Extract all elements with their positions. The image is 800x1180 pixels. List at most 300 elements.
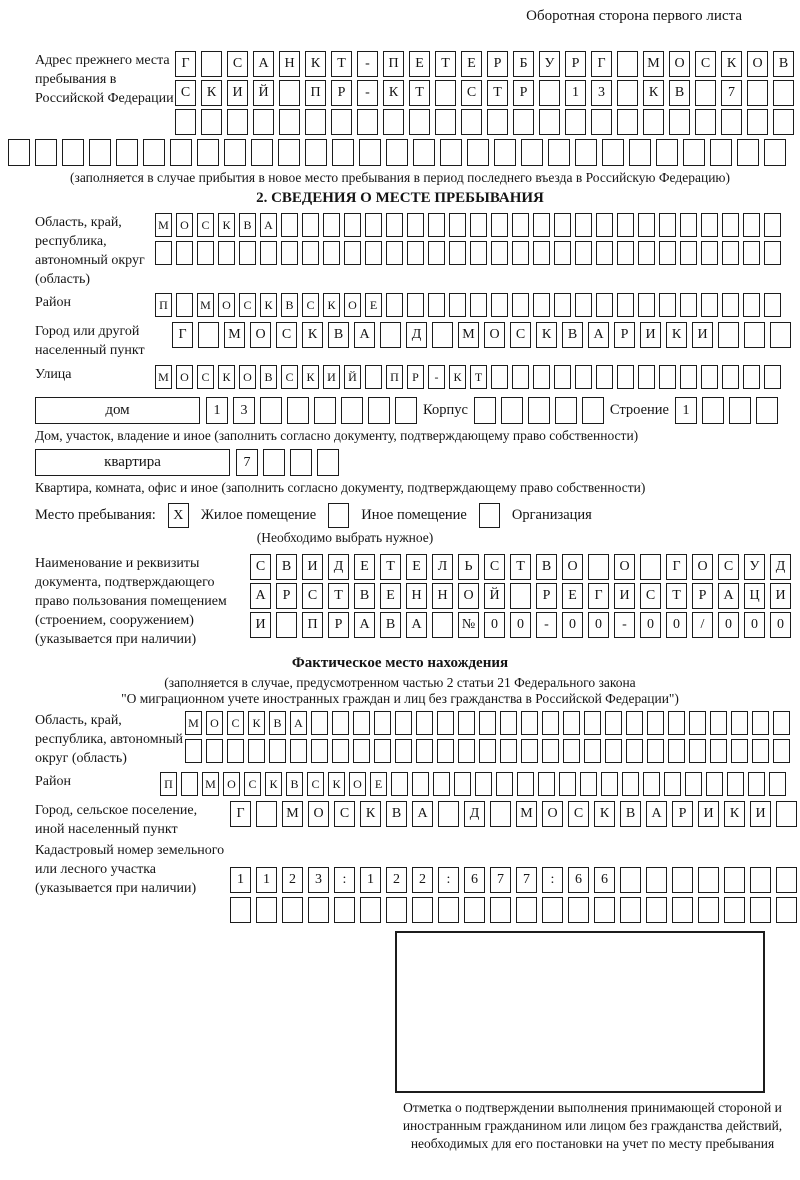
char-cell[interactable]: И bbox=[323, 365, 340, 389]
char-cell[interactable] bbox=[35, 139, 57, 166]
char-cell[interactable] bbox=[773, 80, 794, 106]
char-cell[interactable]: С bbox=[718, 554, 739, 580]
char-cell[interactable]: Г bbox=[175, 51, 196, 77]
char-cell[interactable] bbox=[565, 109, 586, 135]
char-cell[interactable]: Г bbox=[588, 583, 609, 609]
char-cell[interactable]: В bbox=[239, 213, 256, 237]
char-cell[interactable] bbox=[311, 711, 328, 735]
char-cell[interactable] bbox=[533, 213, 550, 237]
char-cell[interactable]: С bbox=[307, 772, 324, 796]
char-cell[interactable]: К bbox=[643, 80, 664, 106]
char-cell[interactable] bbox=[646, 897, 667, 923]
char-cell[interactable]: М bbox=[155, 365, 172, 389]
char-cell[interactable] bbox=[620, 897, 641, 923]
char-cell[interactable] bbox=[201, 51, 222, 77]
char-cell[interactable]: К bbox=[536, 322, 557, 348]
char-cell[interactable] bbox=[227, 739, 244, 763]
char-cell[interactable]: О bbox=[349, 772, 366, 796]
char-cell[interactable]: У bbox=[539, 51, 560, 77]
char-cell[interactable] bbox=[491, 365, 508, 389]
char-cell[interactable]: А bbox=[260, 213, 277, 237]
char-cell[interactable] bbox=[718, 322, 739, 348]
char-cell[interactable] bbox=[512, 365, 529, 389]
char-cell[interactable] bbox=[542, 897, 563, 923]
char-cell[interactable] bbox=[659, 293, 676, 317]
char-cell[interactable]: Р bbox=[536, 583, 557, 609]
char-cell[interactable] bbox=[701, 293, 718, 317]
char-cell[interactable]: Л bbox=[432, 554, 453, 580]
char-cell[interactable] bbox=[617, 213, 634, 237]
char-cell[interactable] bbox=[305, 139, 327, 166]
char-cell[interactable] bbox=[605, 739, 622, 763]
char-cell[interactable] bbox=[680, 213, 697, 237]
char-cell[interactable] bbox=[568, 897, 589, 923]
char-cell[interactable]: О bbox=[692, 554, 713, 580]
char-cell[interactable] bbox=[260, 241, 277, 265]
char-cell[interactable] bbox=[773, 711, 790, 735]
char-cell[interactable] bbox=[638, 241, 655, 265]
checkbox-inoe[interactable] bbox=[328, 503, 349, 528]
char-cell[interactable]: К bbox=[360, 801, 381, 827]
char-cell[interactable] bbox=[368, 397, 390, 424]
char-cell[interactable]: 0 bbox=[588, 612, 609, 638]
char-cell[interactable] bbox=[407, 241, 424, 265]
char-cell[interactable] bbox=[638, 293, 655, 317]
char-cell[interactable] bbox=[449, 293, 466, 317]
char-cell[interactable]: 0 bbox=[770, 612, 791, 638]
char-cell[interactable] bbox=[170, 139, 192, 166]
char-cell[interactable]: А bbox=[406, 612, 427, 638]
char-cell[interactable] bbox=[432, 322, 453, 348]
char-cell[interactable] bbox=[659, 365, 676, 389]
char-cell[interactable]: 0 bbox=[666, 612, 687, 638]
char-cell[interactable] bbox=[323, 213, 340, 237]
char-cell[interactable] bbox=[743, 241, 760, 265]
char-cell[interactable]: 3 bbox=[233, 397, 255, 424]
char-cell[interactable]: Е bbox=[406, 554, 427, 580]
char-cell[interactable] bbox=[517, 772, 534, 796]
char-cell[interactable] bbox=[724, 867, 745, 893]
char-cell[interactable] bbox=[588, 554, 609, 580]
char-cell[interactable] bbox=[617, 365, 634, 389]
char-cell[interactable]: В bbox=[620, 801, 641, 827]
char-cell[interactable] bbox=[491, 241, 508, 265]
char-cell[interactable] bbox=[412, 897, 433, 923]
char-cell[interactable]: Р bbox=[692, 583, 713, 609]
char-cell[interactable] bbox=[554, 213, 571, 237]
char-cell[interactable]: Г bbox=[591, 51, 612, 77]
char-cell[interactable] bbox=[89, 139, 111, 166]
char-cell[interactable]: О bbox=[223, 772, 240, 796]
char-cell[interactable] bbox=[302, 241, 319, 265]
char-cell[interactable]: М bbox=[202, 772, 219, 796]
char-cell[interactable] bbox=[513, 109, 534, 135]
char-cell[interactable]: Р bbox=[614, 322, 635, 348]
char-cell[interactable]: К bbox=[721, 51, 742, 77]
char-cell[interactable]: А bbox=[354, 612, 375, 638]
char-cell[interactable] bbox=[638, 213, 655, 237]
char-cell[interactable]: : bbox=[542, 867, 563, 893]
char-cell[interactable] bbox=[332, 711, 349, 735]
char-cell[interactable]: 1 bbox=[206, 397, 228, 424]
char-cell[interactable]: П bbox=[305, 80, 326, 106]
char-cell[interactable] bbox=[256, 897, 277, 923]
char-cell[interactable] bbox=[722, 293, 739, 317]
char-cell[interactable] bbox=[500, 711, 517, 735]
char-cell[interactable]: 2 bbox=[412, 867, 433, 893]
char-cell[interactable] bbox=[575, 293, 592, 317]
char-cell[interactable]: Р bbox=[328, 612, 349, 638]
char-cell[interactable] bbox=[458, 739, 475, 763]
char-cell[interactable]: С bbox=[640, 583, 661, 609]
char-cell[interactable] bbox=[437, 711, 454, 735]
char-cell[interactable] bbox=[555, 397, 577, 424]
char-cell[interactable] bbox=[461, 109, 482, 135]
char-cell[interactable]: В bbox=[380, 612, 401, 638]
char-cell[interactable]: М bbox=[185, 711, 202, 735]
char-cell[interactable]: Н bbox=[406, 583, 427, 609]
char-cell[interactable] bbox=[279, 80, 300, 106]
char-cell[interactable]: П bbox=[160, 772, 177, 796]
char-cell[interactable]: С bbox=[461, 80, 482, 106]
char-cell[interactable] bbox=[386, 139, 408, 166]
char-cell[interactable] bbox=[647, 711, 664, 735]
char-cell[interactable] bbox=[416, 711, 433, 735]
char-cell[interactable]: Д bbox=[464, 801, 485, 827]
char-cell[interactable]: 0 bbox=[718, 612, 739, 638]
char-cell[interactable]: Д bbox=[406, 322, 427, 348]
char-cell[interactable] bbox=[440, 139, 462, 166]
char-cell[interactable]: О bbox=[250, 322, 271, 348]
checkbox-org[interactable] bbox=[479, 503, 500, 528]
char-cell[interactable] bbox=[353, 739, 370, 763]
char-cell[interactable]: В bbox=[281, 293, 298, 317]
char-cell[interactable]: 7 bbox=[721, 80, 742, 106]
char-cell[interactable] bbox=[659, 213, 676, 237]
char-cell[interactable]: Р bbox=[407, 365, 424, 389]
char-cell[interactable]: 6 bbox=[594, 867, 615, 893]
char-cell[interactable] bbox=[437, 739, 454, 763]
char-cell[interactable]: П bbox=[383, 51, 404, 77]
char-cell[interactable]: С bbox=[281, 365, 298, 389]
char-cell[interactable] bbox=[357, 109, 378, 135]
char-cell[interactable] bbox=[622, 772, 639, 796]
char-cell[interactable] bbox=[689, 739, 706, 763]
char-cell[interactable] bbox=[698, 867, 719, 893]
char-cell[interactable]: И bbox=[614, 583, 635, 609]
char-cell[interactable] bbox=[308, 897, 329, 923]
char-cell[interactable] bbox=[407, 213, 424, 237]
char-cell[interactable]: К bbox=[260, 293, 277, 317]
char-cell[interactable]: Т bbox=[470, 365, 487, 389]
char-cell[interactable]: Г bbox=[172, 322, 193, 348]
char-cell[interactable] bbox=[279, 109, 300, 135]
char-cell[interactable] bbox=[490, 897, 511, 923]
char-cell[interactable] bbox=[695, 109, 716, 135]
char-cell[interactable] bbox=[640, 554, 661, 580]
char-cell[interactable]: К bbox=[201, 80, 222, 106]
char-cell[interactable]: - bbox=[357, 51, 378, 77]
char-cell[interactable]: Т bbox=[435, 51, 456, 77]
char-cell[interactable] bbox=[669, 109, 690, 135]
char-cell[interactable] bbox=[276, 612, 297, 638]
char-cell[interactable]: И bbox=[302, 554, 323, 580]
char-cell[interactable]: К bbox=[383, 80, 404, 106]
char-cell[interactable] bbox=[752, 739, 769, 763]
char-cell[interactable] bbox=[596, 293, 613, 317]
char-cell[interactable]: Р bbox=[331, 80, 352, 106]
char-cell[interactable] bbox=[263, 449, 285, 476]
char-cell[interactable] bbox=[617, 80, 638, 106]
char-cell[interactable]: С bbox=[244, 772, 261, 796]
char-cell[interactable] bbox=[374, 711, 391, 735]
char-cell[interactable]: 0 bbox=[744, 612, 765, 638]
char-cell[interactable]: В bbox=[286, 772, 303, 796]
char-cell[interactable] bbox=[776, 867, 797, 893]
char-cell[interactable] bbox=[584, 739, 601, 763]
char-cell[interactable]: Т bbox=[331, 51, 352, 77]
char-cell[interactable]: Е bbox=[370, 772, 387, 796]
char-cell[interactable] bbox=[479, 739, 496, 763]
char-cell[interactable]: Р bbox=[487, 51, 508, 77]
char-cell[interactable]: К bbox=[594, 801, 615, 827]
char-cell[interactable]: В bbox=[773, 51, 794, 77]
char-cell[interactable]: С bbox=[227, 51, 248, 77]
char-cell[interactable] bbox=[62, 139, 84, 166]
char-cell[interactable] bbox=[602, 139, 624, 166]
char-cell[interactable]: Н bbox=[279, 51, 300, 77]
char-cell[interactable] bbox=[395, 739, 412, 763]
char-cell[interactable]: - bbox=[357, 80, 378, 106]
char-cell[interactable] bbox=[744, 322, 765, 348]
char-cell[interactable] bbox=[542, 711, 559, 735]
char-cell[interactable] bbox=[743, 213, 760, 237]
char-cell[interactable]: В bbox=[328, 322, 349, 348]
char-cell[interactable] bbox=[563, 739, 580, 763]
char-cell[interactable] bbox=[629, 139, 651, 166]
char-cell[interactable] bbox=[701, 365, 718, 389]
char-cell[interactable] bbox=[248, 739, 265, 763]
char-cell[interactable]: О bbox=[176, 213, 193, 237]
char-cell[interactable] bbox=[685, 772, 702, 796]
char-cell[interactable] bbox=[776, 801, 797, 827]
char-cell[interactable] bbox=[710, 739, 727, 763]
char-cell[interactable]: А bbox=[290, 711, 307, 735]
char-cell[interactable] bbox=[487, 109, 508, 135]
char-cell[interactable] bbox=[596, 365, 613, 389]
char-cell[interactable]: М bbox=[282, 801, 303, 827]
char-cell[interactable] bbox=[490, 801, 511, 827]
char-cell[interactable] bbox=[647, 739, 664, 763]
char-cell[interactable] bbox=[724, 897, 745, 923]
char-cell[interactable] bbox=[227, 109, 248, 135]
char-cell[interactable]: С bbox=[695, 51, 716, 77]
char-cell[interactable]: К bbox=[666, 322, 687, 348]
char-cell[interactable]: П bbox=[155, 293, 172, 317]
char-cell[interactable]: / bbox=[692, 612, 713, 638]
char-cell[interactable]: В bbox=[536, 554, 557, 580]
char-cell[interactable]: И bbox=[640, 322, 661, 348]
char-cell[interactable] bbox=[496, 772, 513, 796]
char-cell[interactable]: О bbox=[344, 293, 361, 317]
char-cell[interactable] bbox=[575, 213, 592, 237]
char-cell[interactable] bbox=[290, 449, 312, 476]
char-cell[interactable] bbox=[224, 139, 246, 166]
char-cell[interactable] bbox=[198, 322, 219, 348]
char-cell[interactable]: П bbox=[302, 612, 323, 638]
char-cell[interactable]: С bbox=[239, 293, 256, 317]
char-cell[interactable] bbox=[314, 397, 336, 424]
char-cell[interactable] bbox=[770, 322, 791, 348]
char-cell[interactable]: Т bbox=[328, 583, 349, 609]
char-cell[interactable] bbox=[601, 772, 618, 796]
char-cell[interactable]: А bbox=[646, 801, 667, 827]
char-cell[interactable]: Й bbox=[344, 365, 361, 389]
char-cell[interactable]: 7 bbox=[236, 449, 258, 476]
char-cell[interactable]: 3 bbox=[591, 80, 612, 106]
char-cell[interactable] bbox=[521, 139, 543, 166]
char-cell[interactable]: И bbox=[698, 801, 719, 827]
char-cell[interactable] bbox=[386, 241, 403, 265]
char-cell[interactable] bbox=[278, 139, 300, 166]
char-cell[interactable] bbox=[428, 293, 445, 317]
char-cell[interactable]: : bbox=[334, 867, 355, 893]
char-cell[interactable] bbox=[474, 397, 496, 424]
char-cell[interactable]: С bbox=[250, 554, 271, 580]
char-cell[interactable] bbox=[365, 241, 382, 265]
char-cell[interactable]: С bbox=[302, 293, 319, 317]
char-cell[interactable]: И bbox=[750, 801, 771, 827]
char-cell[interactable] bbox=[554, 365, 571, 389]
char-cell[interactable] bbox=[721, 109, 742, 135]
char-cell[interactable]: О bbox=[206, 711, 223, 735]
char-cell[interactable] bbox=[374, 739, 391, 763]
char-cell[interactable] bbox=[533, 365, 550, 389]
char-cell[interactable] bbox=[680, 365, 697, 389]
char-cell[interactable]: С bbox=[334, 801, 355, 827]
char-cell[interactable]: 7 bbox=[516, 867, 537, 893]
char-cell[interactable]: О bbox=[484, 322, 505, 348]
char-cell[interactable] bbox=[729, 397, 751, 424]
char-cell[interactable]: А bbox=[718, 583, 739, 609]
char-cell[interactable]: С bbox=[510, 322, 531, 348]
char-cell[interactable] bbox=[467, 139, 489, 166]
char-cell[interactable] bbox=[773, 109, 794, 135]
char-cell[interactable]: Г bbox=[666, 554, 687, 580]
char-cell[interactable] bbox=[449, 241, 466, 265]
char-cell[interactable] bbox=[510, 583, 531, 609]
char-cell[interactable] bbox=[643, 772, 660, 796]
char-cell[interactable] bbox=[643, 109, 664, 135]
char-cell[interactable] bbox=[752, 711, 769, 735]
char-cell[interactable] bbox=[559, 772, 576, 796]
char-cell[interactable]: Е bbox=[461, 51, 482, 77]
char-cell[interactable] bbox=[416, 739, 433, 763]
char-cell[interactable] bbox=[737, 139, 759, 166]
char-cell[interactable] bbox=[458, 711, 475, 735]
char-cell[interactable]: И bbox=[770, 583, 791, 609]
char-cell[interactable] bbox=[664, 772, 681, 796]
char-cell[interactable] bbox=[539, 80, 560, 106]
char-cell[interactable] bbox=[605, 711, 622, 735]
char-cell[interactable]: С bbox=[197, 213, 214, 237]
char-cell[interactable] bbox=[776, 897, 797, 923]
char-cell[interactable]: В bbox=[276, 554, 297, 580]
char-cell[interactable]: М bbox=[155, 213, 172, 237]
char-cell[interactable] bbox=[533, 293, 550, 317]
char-cell[interactable]: У bbox=[744, 554, 765, 580]
char-cell[interactable] bbox=[548, 139, 570, 166]
char-cell[interactable] bbox=[290, 739, 307, 763]
char-cell[interactable]: К bbox=[305, 51, 326, 77]
char-cell[interactable] bbox=[596, 213, 613, 237]
char-cell[interactable] bbox=[626, 711, 643, 735]
char-cell[interactable]: К bbox=[218, 213, 235, 237]
char-cell[interactable]: С bbox=[227, 711, 244, 735]
char-cell[interactable]: Е bbox=[354, 554, 375, 580]
char-cell[interactable] bbox=[311, 739, 328, 763]
char-cell[interactable]: С bbox=[276, 322, 297, 348]
char-cell[interactable] bbox=[539, 109, 560, 135]
char-cell[interactable]: М bbox=[643, 51, 664, 77]
char-cell[interactable] bbox=[617, 51, 638, 77]
char-cell[interactable] bbox=[155, 241, 172, 265]
char-cell[interactable] bbox=[594, 897, 615, 923]
char-cell[interactable] bbox=[253, 109, 274, 135]
char-cell[interactable] bbox=[731, 711, 748, 735]
char-cell[interactable]: О bbox=[747, 51, 768, 77]
char-cell[interactable] bbox=[359, 139, 381, 166]
char-cell[interactable] bbox=[428, 213, 445, 237]
char-cell[interactable]: С bbox=[302, 583, 323, 609]
char-cell[interactable] bbox=[331, 109, 352, 135]
char-cell[interactable]: П bbox=[386, 365, 403, 389]
char-cell[interactable] bbox=[197, 139, 219, 166]
char-cell[interactable] bbox=[747, 109, 768, 135]
char-cell[interactable]: : bbox=[438, 867, 459, 893]
char-cell[interactable] bbox=[256, 801, 277, 827]
char-cell[interactable]: М bbox=[197, 293, 214, 317]
char-cell[interactable]: К bbox=[449, 365, 466, 389]
char-cell[interactable]: Р bbox=[513, 80, 534, 106]
char-cell[interactable]: 7 bbox=[490, 867, 511, 893]
char-cell[interactable] bbox=[175, 109, 196, 135]
char-cell[interactable] bbox=[395, 397, 417, 424]
char-cell[interactable]: О bbox=[614, 554, 635, 580]
char-cell[interactable] bbox=[479, 711, 496, 735]
char-cell[interactable]: К bbox=[323, 293, 340, 317]
char-cell[interactable] bbox=[251, 139, 273, 166]
char-cell[interactable] bbox=[680, 241, 697, 265]
char-cell[interactable]: С bbox=[484, 554, 505, 580]
char-cell[interactable] bbox=[748, 772, 765, 796]
char-cell[interactable] bbox=[413, 139, 435, 166]
char-cell[interactable] bbox=[769, 772, 786, 796]
char-cell[interactable] bbox=[302, 213, 319, 237]
char-cell[interactable] bbox=[435, 109, 456, 135]
char-cell[interactable] bbox=[201, 109, 222, 135]
char-cell[interactable] bbox=[727, 772, 744, 796]
char-cell[interactable]: С bbox=[175, 80, 196, 106]
char-cell[interactable]: М bbox=[224, 322, 245, 348]
char-cell[interactable] bbox=[512, 293, 529, 317]
char-cell[interactable]: 0 bbox=[510, 612, 531, 638]
char-cell[interactable] bbox=[464, 897, 485, 923]
char-cell[interactable] bbox=[563, 711, 580, 735]
char-cell[interactable] bbox=[773, 739, 790, 763]
char-cell[interactable] bbox=[269, 739, 286, 763]
char-cell[interactable]: О bbox=[176, 365, 193, 389]
